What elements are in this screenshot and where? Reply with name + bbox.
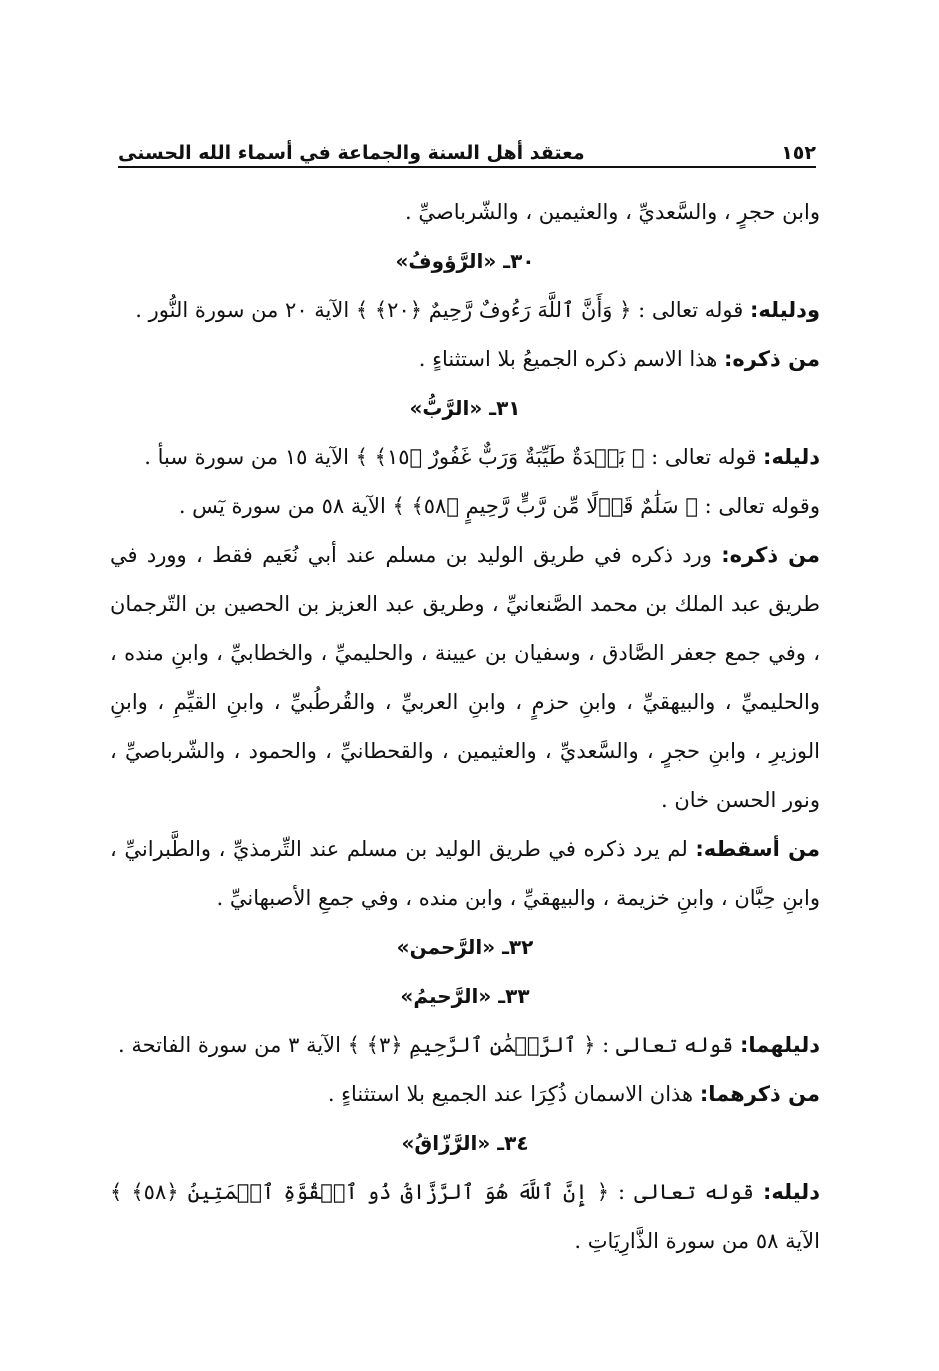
dalil-text: قوله تعالى : ﴿ بَلۡدَةٌ طَيِّبَةٌ وَرَبٌّ غَفُورٌ ﴿١٥﴾ ﴾ الآية ١٥ من سورة سبأ . bbox=[144, 445, 764, 469]
dalil-text: قوله تعالى : ﴿ ٱلرَّحۡمَٰنِ ٱلرَّحِيمِ ﴿٣﴾ ﴾ الآية ٣ من سورة الفاتحة . bbox=[117, 1033, 740, 1057]
heading-name-32: ٣٢ـ «الرَّحمن» bbox=[396, 935, 534, 959]
page-number: ١٥٢ bbox=[781, 142, 816, 164]
label-dalil: دليله: bbox=[763, 1180, 820, 1204]
paragraph-asqat-31 bbox=[110, 825, 820, 923]
paragraph-dhikr-31 bbox=[110, 531, 820, 825]
page-header bbox=[118, 130, 816, 164]
paragraph-dalil-34 bbox=[110, 1168, 820, 1266]
paragraph-continuation: وابن حجرٍ ، والسَّعديِّ ، والعثيمين ، والشّرباصيِّ . bbox=[405, 200, 820, 224]
label-asqat: من أسقطه: bbox=[695, 837, 820, 861]
heading-name-30: ٣٠ـ «الرَّؤوفُ» bbox=[395, 249, 535, 273]
label-dhikr: من ذكره: bbox=[721, 543, 820, 567]
page-body bbox=[110, 188, 820, 1266]
running-title: معتقد أهل السنة والجماعة في أسماء الله الحسنى bbox=[118, 142, 585, 164]
dhikr-text: ورد ذكره في طريق الوليد بن مسلم عند أبي نُعَيم فقط ، وورد في طريق عبد الملك بن محمد الصَّنعانيِّ ، وطريق عبد العزيز بن الحصين بن التّرجمان ، وفي جمع جعفر الصَّادق ، وسفيان بن عيينة ، والحليميِّ ، والخطابيِّ ، وابنِ منده ، والحليميِّ ، والبيهقيِّ ، وابنِ حزمٍ ، وابنِ العربيِّ ، والقُرطُبيِّ ، وابنِ القيِّمِ ، وابنِ الوزيرِ ، وابنِ حجرٍ ، والسَّعديِّ ، والعثيمين ، والقحطانيِّ ، والحمود ، والشّرباصيِّ ، ونور الحسن خان . bbox=[110, 543, 820, 812]
paragraph-dalil-30 bbox=[110, 286, 820, 335]
label-dhikr: من ذكره: bbox=[723, 347, 820, 371]
heading-name-34: ٣٤ـ «الرَّزّاقُ» bbox=[401, 1131, 529, 1155]
asqat-text: لم يرد ذكره في طريق الوليد بن مسلم عند التِّرمذيِّ ، والطَّبرانيِّ ، وابنِ حِبَّان ، وابنِ خزيمة ، والبيهقيِّ ، وابن منده ، وفي جمعِ الأصبهانيِّ . bbox=[110, 837, 820, 910]
paragraph-dalil-31 bbox=[110, 433, 820, 482]
dalil-text: قوله تعالى : ﴿ وَأَنَّ ٱللَّهَ رَءُوفٌ رَّحِيمٌ ﴿٢٠﴾ ﴾ الآية ٢٠ من سورة النُّور . bbox=[135, 298, 750, 322]
dhikr-text: هذان الاسمان ذُكِرَا عند الجميع بلا استثناءٍ . bbox=[327, 1082, 700, 1106]
paragraph-dhikr-30 bbox=[110, 335, 820, 384]
paragraph-dalil-33 bbox=[110, 1021, 820, 1070]
header-rule bbox=[118, 166, 816, 168]
label-dhikr: من ذكرهما: bbox=[699, 1082, 820, 1106]
dalil-text: قوله تعالى : ﴿ إِنَّ ٱللَّهَ هُوَ ٱلرَّزَّاقُ ذُو ٱلۡقُوَّةِ ٱلۡمَتِينُ ﴿٥٨﴾ ﴾ الآية ٥٨ من سورة الذَّارِيَاتِ . bbox=[110, 1180, 820, 1253]
heading-name-33: ٣٣ـ «الرَّحيمُ» bbox=[400, 984, 530, 1008]
paragraph-dhikr-33 bbox=[110, 1070, 820, 1119]
heading-name-31: ٣١ـ «الرَّبُّ» bbox=[409, 396, 521, 420]
paragraph-dalil-31b: وقوله تعالى : ﴿ سَلَٰمٌ قَوۡلًا مِّن رَّبٍّ رَّحِيمٍ ﴿٥٨﴾ ﴾ الآية ٥٨ من سورة يٓس . bbox=[178, 494, 820, 518]
dhikr-text: هذا الاسم ذكره الجميعُ بلا استثناءٍ . bbox=[418, 347, 724, 371]
label-dalil: ودليله: bbox=[750, 298, 820, 322]
label-dalil: دليله: bbox=[763, 445, 820, 469]
label-dalil: دليلهما: bbox=[739, 1033, 820, 1057]
